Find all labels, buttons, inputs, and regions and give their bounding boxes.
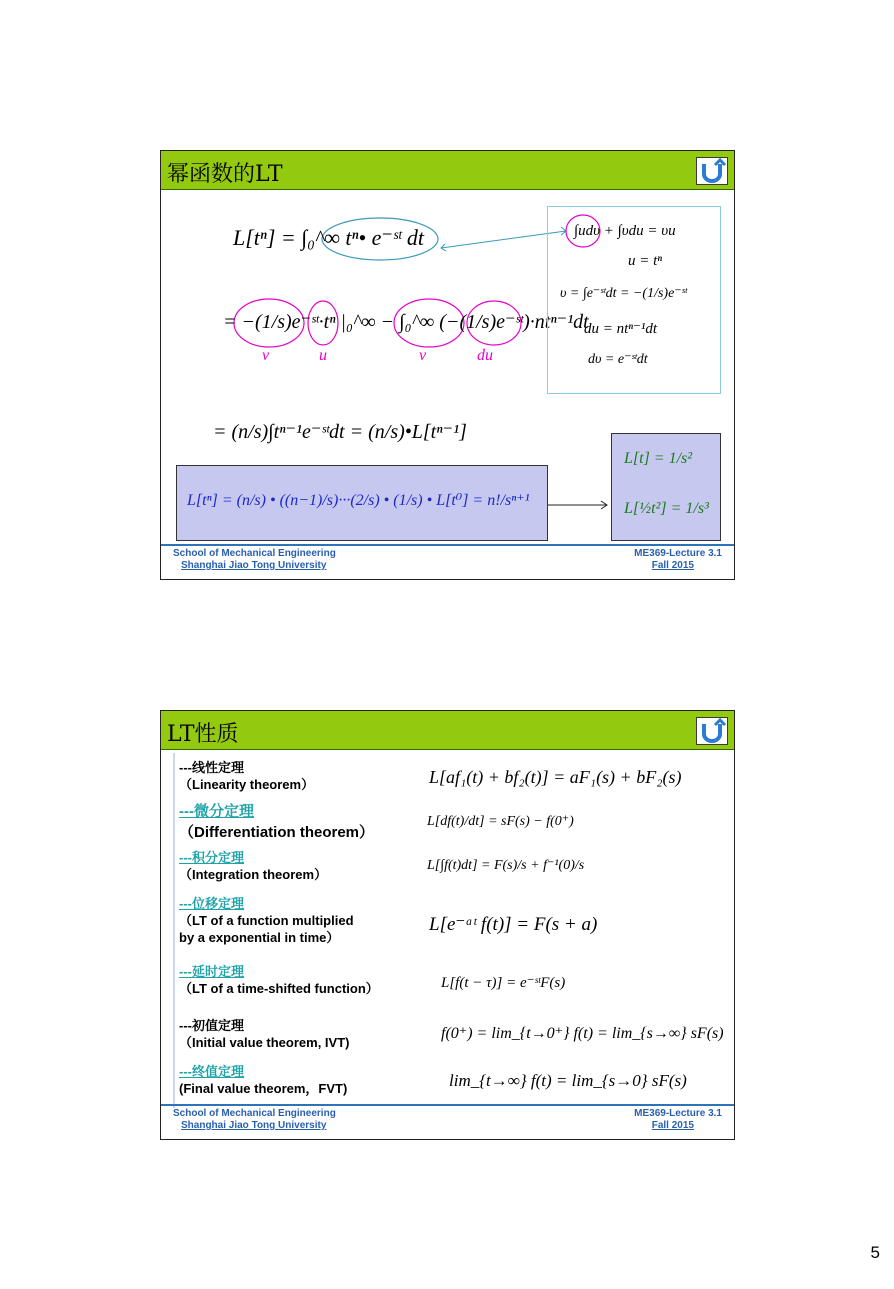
formula-time-delay: L[f(t − τ)] = e⁻ˢᵗF(s) [441, 975, 566, 991]
parts-u: u = tⁿ [628, 253, 663, 269]
footer-term: Fall 2015 [651, 560, 694, 571]
property-integration [179, 849, 327, 883]
left-accent-bar [173, 753, 175, 1108]
parts-dv: dυ = e⁻ˢᵗdt [588, 352, 648, 367]
property-en-continued: by a exponential in time） [179, 930, 340, 945]
property-cn-link[interactable]: ---延时定理 [179, 964, 244, 979]
label-du: du [477, 347, 493, 364]
parts-v: υ = ∫e⁻ˢᵗdt = −(1/s)e⁻ˢᵗ [560, 286, 687, 301]
footer-university: Shanghai Jiao Tong University [181, 1120, 327, 1131]
property-linearity [179, 759, 314, 793]
power-lt-result-box [176, 465, 548, 541]
power-lt-definition: L[tⁿ] = ∫₀^∞ tⁿ• e⁻ˢᵗ dt [233, 225, 424, 250]
property-cn: ---初值定理 [179, 1018, 244, 1033]
special-cases-box [611, 433, 721, 541]
property-en: （Integration theorem） [179, 867, 328, 882]
formula-differentiation: L[df(t)/dt] = sF(s) − f(0⁺) [427, 814, 574, 829]
recursive-result: = (n/s)∫tⁿ⁻¹e⁻ˢᵗdt = (n/s)•L[tⁿ⁻¹] [213, 421, 467, 443]
property-differentiation [179, 801, 374, 843]
slide-title: 幂函数的LT [167, 162, 283, 187]
formula-integration: L[∫f(t)dt] = F(s)/s + f⁻¹(0)/s [427, 858, 585, 873]
slide-title: LT性质 [167, 722, 239, 747]
property-en: （LT of a function multiplied [179, 913, 354, 928]
slide-power-function-lt [160, 150, 735, 580]
property-initial-value [179, 1017, 349, 1051]
footer-divider [161, 1104, 734, 1106]
property-cn-link[interactable]: ---微分定理 [179, 803, 254, 820]
property-cn: ---线性定理 [179, 760, 244, 775]
footer-school: School of Mechanical Engineering [173, 1108, 336, 1119]
label-v: v [262, 347, 270, 364]
property-en: （LT of a time-shifted function） [179, 981, 379, 996]
lt-of-t: L[t] = 1/s² [624, 450, 693, 467]
property-time-delay [179, 963, 379, 997]
power-lt-result: L[tⁿ] = (n/s) • ((n−1)/s)···(2/s) • (1/s) • L[t⁰] = n!/sⁿ⁺¹ [187, 492, 530, 509]
parts-du: du = ntⁿ⁻¹dt [584, 321, 658, 337]
footer-course: ME369-Lecture 3.1 [634, 1108, 722, 1119]
lt-of-half-t-squared: L[½t²] = 1/s³ [624, 500, 709, 517]
formula-shifting: L[e⁻ᵃᵗ f(t)] = F(s + a) [429, 914, 598, 935]
return-arrow-icon[interactable] [696, 717, 728, 745]
property-shifting [179, 895, 354, 946]
property-cn-link[interactable]: ---位移定理 [179, 896, 244, 911]
footer-school: School of Mechanical Engineering [173, 548, 336, 559]
property-en: (Final value theorem，FVT) [179, 1081, 348, 1096]
formula-linearity: L[af₁(t) + bf₂(t)] = aF₁(s) + bF₂(s) [429, 767, 682, 787]
property-cn-link[interactable]: ---积分定理 [179, 850, 244, 865]
page-number: 5 [870, 1243, 880, 1262]
footer-divider [161, 544, 734, 546]
formula-final-value: lim_{t→∞} f(t) = lim_{s→0} sF(s) [449, 1071, 687, 1090]
parts-formula: ∫udυ + ∫υdu = υu [574, 223, 676, 239]
integration-by-parts-box [547, 206, 721, 394]
formula-initial-value: f(0⁺) = lim_{t→0⁺} f(t) = lim_{s→∞} sF(s) [441, 1025, 724, 1042]
footer-course: ME369-Lecture 3.1 [634, 548, 722, 559]
property-cn-link[interactable]: ---终值定理 [179, 1064, 244, 1079]
label-u: u [319, 347, 327, 364]
label-v-second: v [419, 347, 427, 364]
property-en: （Initial value theorem, IVT) [179, 1035, 350, 1050]
property-en: （Linearity theorem） [179, 777, 315, 792]
integration-by-parts-step: = −(1/s)e⁻ˢᵗ·tⁿ |₀^∞ − ∫₀^∞ (−(1/s)e⁻ˢᵗ)·ntⁿ⁻¹dt [223, 311, 589, 333]
footer-university: Shanghai Jiao Tong University [181, 560, 327, 571]
slide-lt-properties [160, 710, 735, 1140]
slide-title-bar [161, 711, 734, 750]
property-en: （Differentiation theorem） [179, 824, 375, 841]
footer-term: Fall 2015 [651, 1120, 694, 1131]
property-final-value [179, 1063, 347, 1097]
